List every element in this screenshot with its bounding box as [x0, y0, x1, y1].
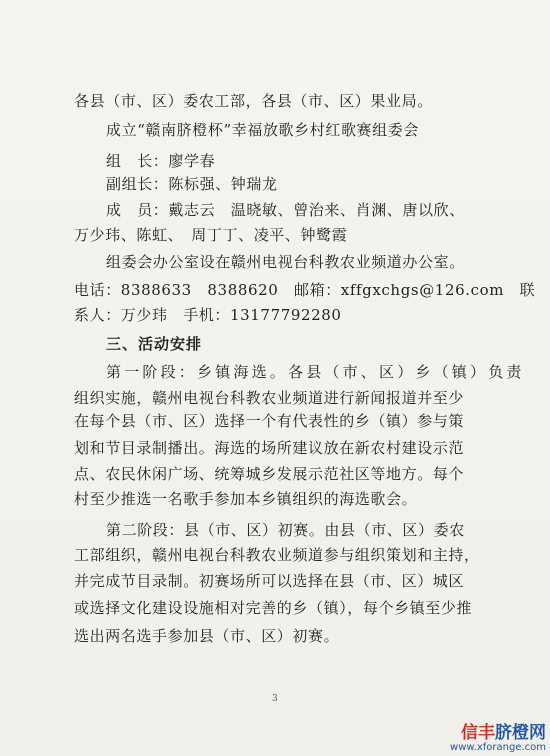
body-line: 划和节目录制播出。海选的场所建议放在新农村建设示范 — [74, 439, 465, 457]
section-heading: 三、活动安排 — [106, 335, 203, 353]
members-line-1: 成 员：戴志云 温晓敏、曾治来、肖渊、唐以欣、 — [106, 201, 465, 219]
body-line: 第二阶段：县（市、区）初赛。由县（市、区）委农 — [106, 521, 465, 539]
watermark-url: www.xforange.com — [450, 742, 546, 753]
watermark-brand-part1: 信丰 — [461, 723, 495, 743]
body-line: 或选择文化建设设施相对完善的乡（镇），每个乡镇至少推 — [74, 599, 473, 617]
contact-phone-email-line: 电话：8388633 8388620 邮箱：xffgxchgs@126.com 联 — [74, 281, 536, 299]
page-number: 3 — [272, 694, 278, 704]
watermark-brand — [412, 724, 546, 742]
leader-line: 组 长：廖学春 — [106, 152, 216, 170]
members-line-2: 万少玮、陈虹、 周丁丁、凌平、钟鹭霞 — [74, 226, 348, 244]
watermark-brand-part2: 脐橙网 — [495, 723, 546, 743]
committee-title-line: 成立“赣南脐橙杯”幸福放歌乡村红歌赛组委会 — [106, 121, 419, 139]
body-line: 选出两名选手参加县（市、区）初赛。 — [74, 627, 340, 645]
body-line: 第一阶段：乡镇海选。各县（市、区）乡（镇）负责 — [106, 363, 525, 381]
deputy-leader-line: 副组长：陈标强、钟瑞龙 — [106, 175, 278, 193]
recipients-line: 各县（市、区）委农工部，各县（市、区）果业局。 — [74, 92, 433, 110]
body-line: 组织实施，赣州电视台科教农业频道进行新闻报道并至少 — [74, 389, 465, 407]
contact-person-line: 系人：万少玮 手机：13177792280 — [74, 306, 342, 324]
office-location-line: 组委会办公室设在赣州电视台科教农业频道办公室。 — [106, 253, 465, 271]
body-line: 点、农民休闲广场、统筹城乡发展示范社区等地方。每个 — [74, 465, 465, 483]
body-line: 并完成节目录制。初赛场所可以选择在县（市、区）城区 — [74, 572, 465, 590]
body-line: 村至少推选一名歌手参加本乡镇组织的海选歌会。 — [74, 490, 418, 508]
body-line: 工部组织，赣州电视台科教农业频道参与组织策划和主持， — [74, 546, 480, 564]
body-line: 在每个县（市、区）选择一个有代表性的乡（镇）参与策 — [74, 412, 465, 430]
site-watermark — [412, 724, 546, 754]
